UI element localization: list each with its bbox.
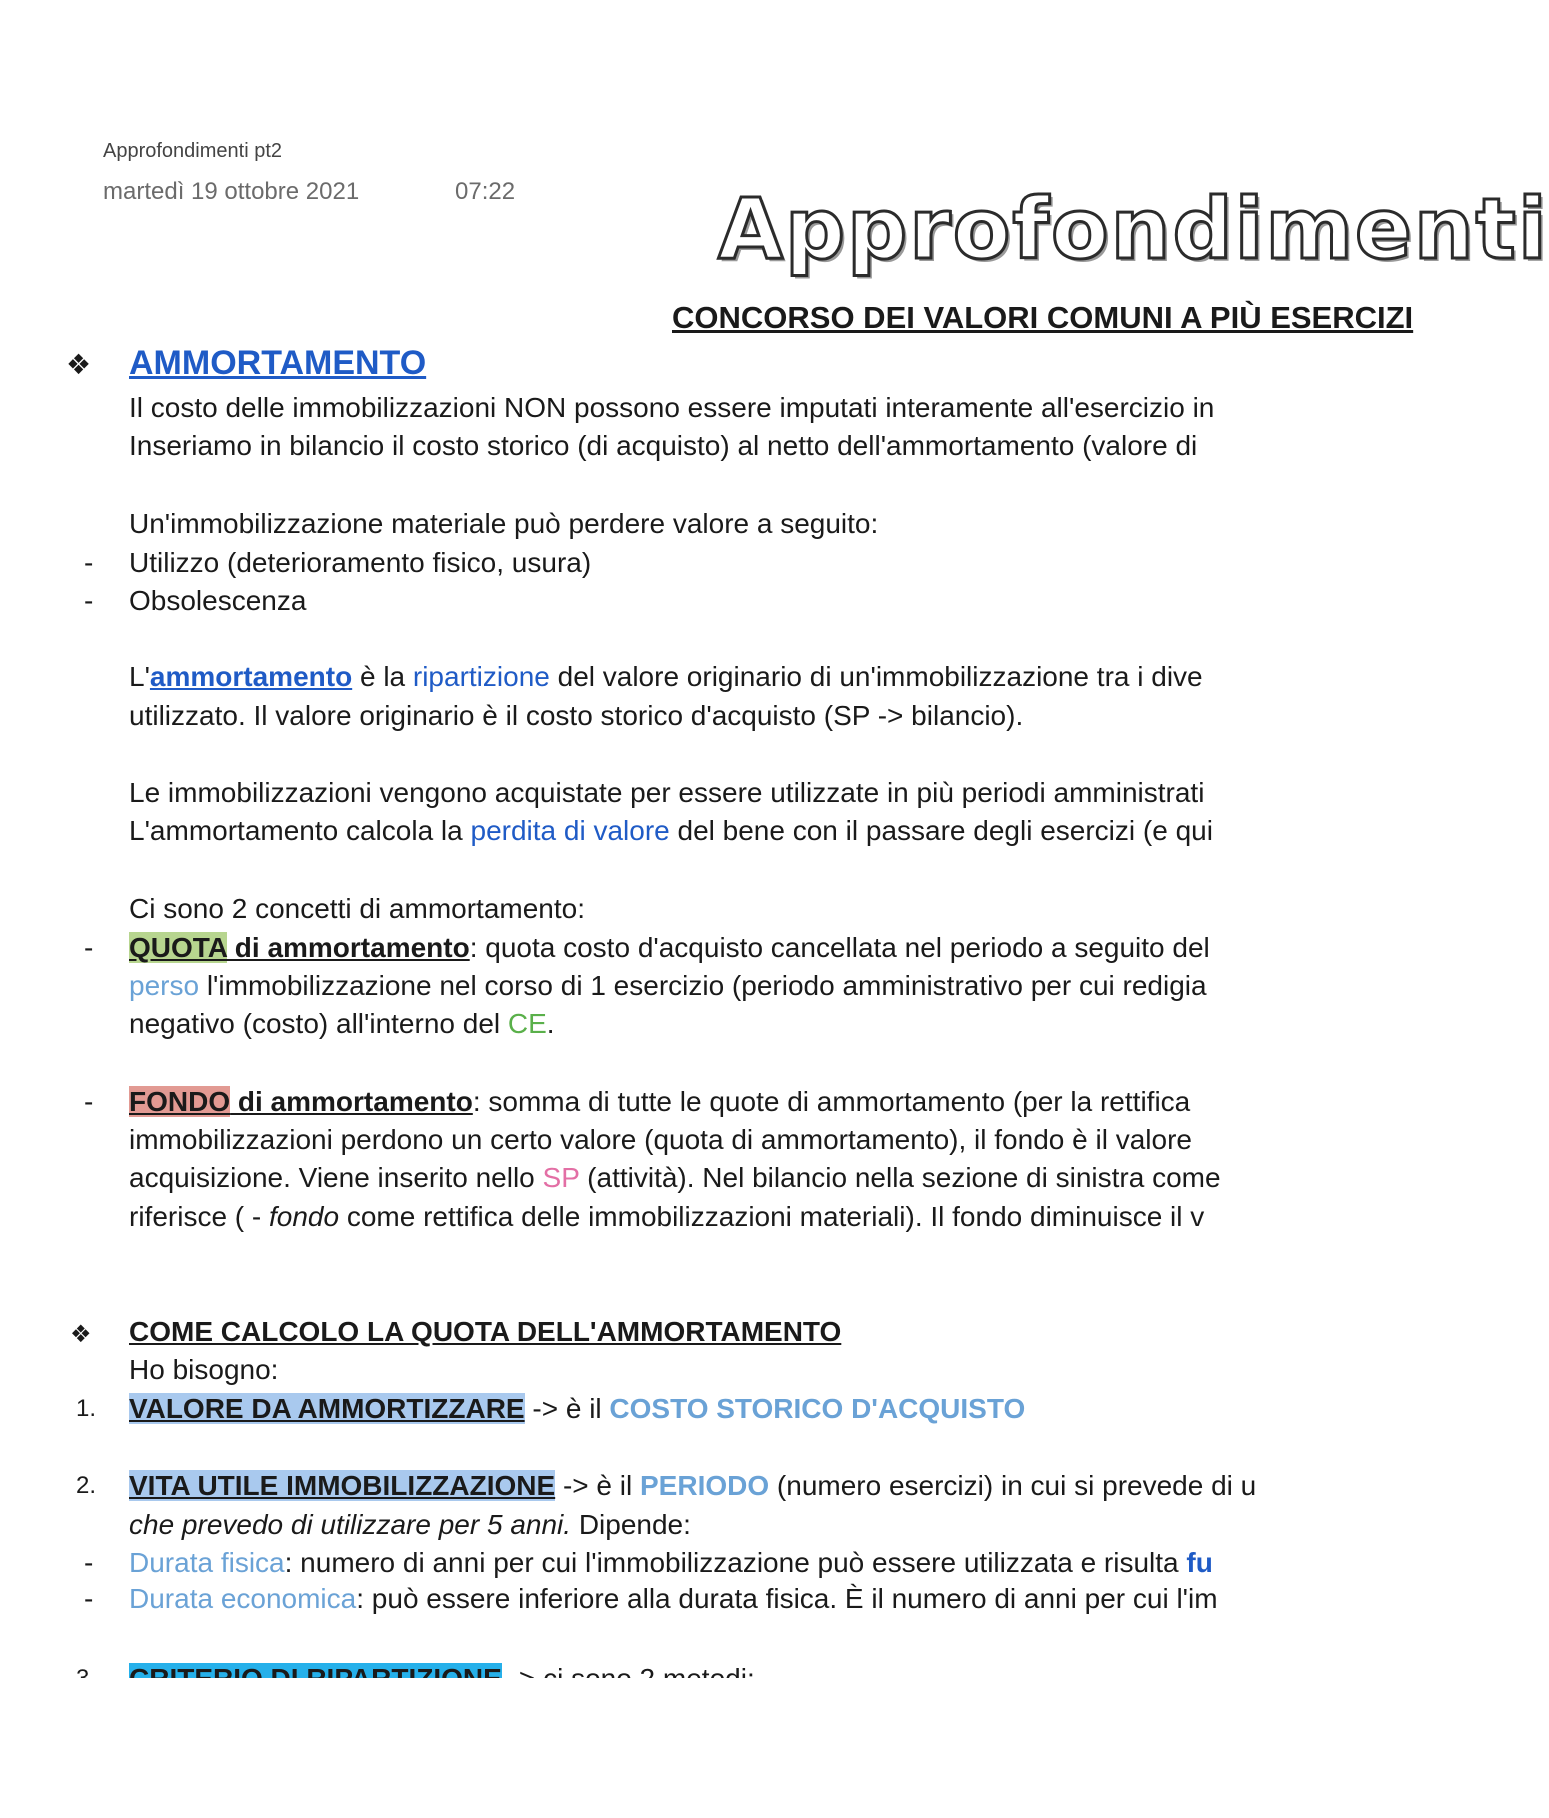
numbered-item: VITA UTILE IMMOBILIZZAZIONE -> è il PERIODO (numero esercizi) in cui si prevede di u (129, 1470, 1257, 1501)
list-item: Durata economica: può essere inferiore alla durata fisica. È il numero di anni per cui l'im (129, 1583, 1218, 1614)
section-heading: COME CALCOLO LA QUOTA DELL'AMMORTAMENTO (129, 1316, 842, 1347)
list-item: Durata fisica: numero di anni per cui l'immobilizzazione può essere utilizzata e risulta fu (129, 1547, 1213, 1578)
dash-bullet: - (84, 932, 94, 963)
page-bottom-margin (0, 1678, 1280, 1818)
paragraph-line: L'ammortamento calcola la perdita di valore del bene con il passare degli esercizi (e qui (129, 815, 1213, 846)
dash-bullet: - (84, 1547, 94, 1578)
ammortamento-link[interactable]: ammortamento (149, 661, 353, 692)
paragraph-line: perso l'immobilizzazione nel corso di 1 esercizio (periodo amministrativo per cui redigia (129, 970, 1207, 1001)
paragraph-line: Ho bisogno: (129, 1354, 279, 1385)
list-item: Utilizzo (deterioramento fisico, usura) (129, 547, 592, 578)
page-title: Approfondimenti (718, 180, 1549, 278)
paragraph-line: che prevedo di utilizzare per 5 anni. Dipende: (129, 1509, 691, 1540)
dash-bullet: - (84, 1583, 94, 1614)
dash-bullet: - (84, 585, 94, 616)
paragraph-line: acquisizione. Viene inserito nello SP (attività). Nel bilancio nella sezione di sinistra come (129, 1162, 1221, 1193)
paragraph-line: Il costo delle immobilizzazioni NON possono essere imputati interamente all'esercizio in (129, 392, 1215, 423)
paragraph-line: riferisce ( - fondo come rettifica delle immobilizzazioni materiali). Il fondo diminuisce il v (129, 1201, 1205, 1232)
note-title: Approfondimenti pt2 (103, 140, 283, 162)
paragraph-line: immobilizzazioni perdono un certo valore (quota di ammortamento), il fondo è il valore (129, 1124, 1192, 1155)
note-time: 07:22 (455, 178, 516, 205)
paragraph-line: negativo (costo) all'interno del CE. (129, 1008, 555, 1039)
paragraph-line: Un'immobilizzazione materiale può perdere valore a seguito: (129, 508, 879, 539)
dash-bullet: - (84, 1086, 94, 1117)
diamond-bullet-icon: ❖ (66, 349, 92, 380)
list-item-quota: QUOTA di ammortamento: quota costo d'acquisto cancellata nel periodo a seguito del (129, 932, 1210, 963)
numbered-item: VALORE DA AMMORTIZZARE -> è il COSTO STORICO D'ACQUISTO (129, 1393, 1026, 1424)
note-date: martedì 19 ottobre 2021 (103, 178, 360, 205)
paragraph-line: Inseriamo in bilancio il costo storico (di acquisto) al netto dell'ammortamento (valore di (129, 430, 1198, 461)
list-number: 1. (76, 1395, 97, 1422)
paragraph-line: Le immobilizzazioni vengono acquistate per essere utilizzate in più periodi amministrati (129, 777, 1205, 808)
diamond-bullet-icon: ❖ (70, 1321, 92, 1348)
page-subtitle: CONCORSO DEI VALORI COMUNI A PIÙ ESERCIZI (672, 300, 1414, 335)
paragraph-line: Ci sono 2 concetti di ammortamento: (129, 893, 585, 924)
list-item-fondo: FONDO di ammortamento: somma di tutte le quote di ammortamento (per la rettifica (129, 1086, 1191, 1117)
list-number: 2. (76, 1472, 97, 1499)
paragraph-line: utilizzato. Il valore originario è il costo storico d'acquisto (SP -> bilancio). (129, 700, 1024, 731)
dash-bullet: - (84, 547, 94, 578)
paragraph-line: L'ammortamento è la ripartizione del valore originario di un'immobilizzazione tra i dive (129, 661, 1203, 692)
list-item: Obsolescenza (129, 585, 307, 616)
section-heading: AMMORTAMENTO (129, 344, 427, 382)
